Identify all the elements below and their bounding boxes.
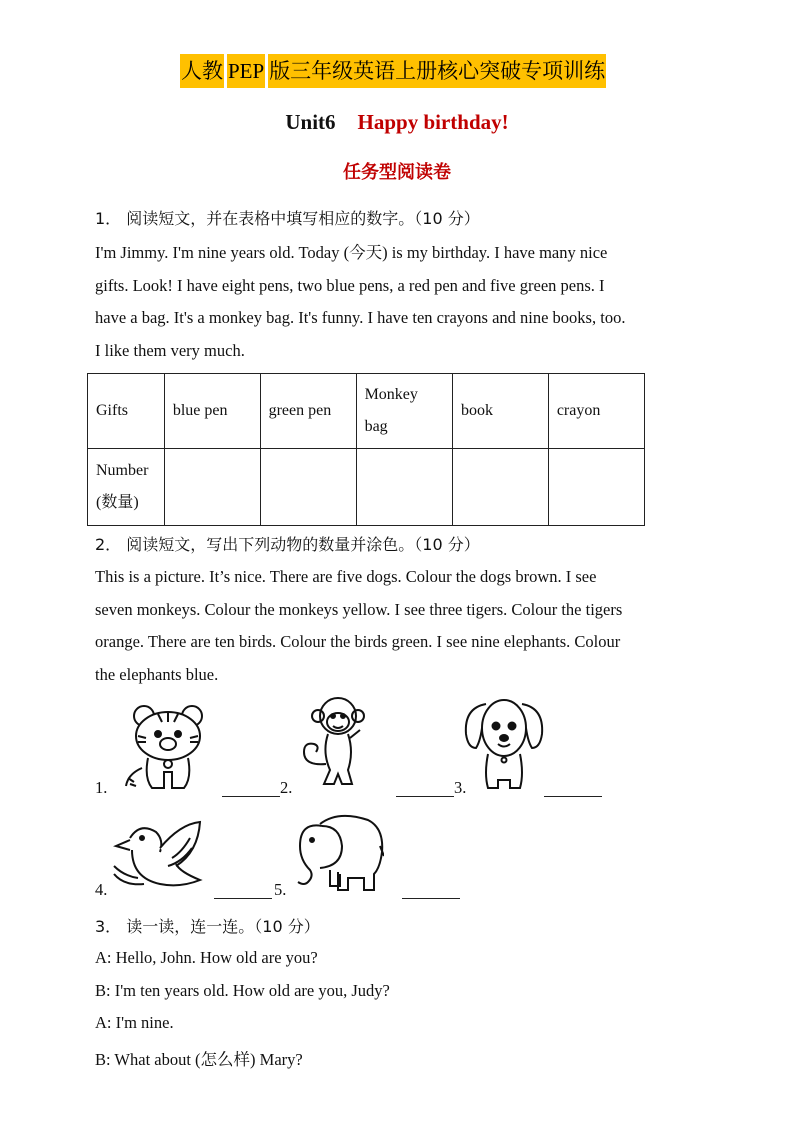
dog-icon bbox=[462, 692, 546, 794]
answer-cell[interactable] bbox=[548, 449, 644, 526]
answer-cell[interactable] bbox=[356, 449, 452, 526]
table-cell-number-label bbox=[88, 449, 165, 526]
q3-prompt: 3． 读一读，连一连。（10 分） bbox=[95, 917, 320, 936]
table-row bbox=[88, 449, 645, 526]
dialogue-line: B: I'm ten years old. How old are you, Judy? bbox=[95, 981, 390, 1000]
dialogue-line: A: I'm nine. bbox=[95, 1013, 174, 1032]
item-number: 4. bbox=[95, 880, 108, 899]
q1-passage bbox=[95, 237, 705, 367]
worksheet-banner bbox=[180, 54, 606, 88]
table-cell: Gifts bbox=[88, 374, 165, 449]
section-subtitle: 任务型阅读卷 bbox=[343, 162, 451, 183]
table-cell: Monkey bag bbox=[356, 374, 452, 449]
passage-line: I like them very much. bbox=[95, 340, 245, 360]
passage-line: gifts. Look! I have eight pens, two blue pens, a red pen and five green pens. I bbox=[95, 275, 605, 295]
item-number: 2. bbox=[280, 778, 293, 797]
passage-line: seven monkeys. Colour the monkeys yellow. I see three tigers. Colour the tigers bbox=[95, 599, 623, 619]
unit-number: Unit6 bbox=[285, 110, 336, 134]
banner-segment: PEP bbox=[227, 54, 265, 88]
table-cell: book bbox=[452, 374, 548, 449]
answer-blank[interactable] bbox=[222, 796, 280, 797]
answer-blank[interactable] bbox=[544, 796, 602, 797]
banner-segment: 人教 bbox=[180, 54, 224, 88]
table-cell: crayon bbox=[548, 374, 644, 449]
answer-blank[interactable] bbox=[396, 796, 454, 797]
passage-line: I'm Jimmy. I'm nine years old. Today (今天) is my birthday. I have many nice bbox=[95, 243, 608, 262]
item-number: 1. bbox=[95, 778, 108, 797]
passage-line: have a bag. It's a monkey bag. It's funny. I have ten crayons and nine books, too. bbox=[95, 308, 626, 327]
bird-icon bbox=[110, 818, 208, 900]
answer-cell[interactable] bbox=[452, 449, 548, 526]
passage-line: the elephants blue. bbox=[95, 664, 219, 684]
table-cell: green pen bbox=[260, 374, 356, 449]
q1-prompt: 1． 阅读短文，并在表格中填写相应的数字。（10 分） bbox=[95, 209, 480, 228]
table-row bbox=[88, 374, 645, 449]
q2-prompt: 2． 阅读短文，写出下列动物的数量并涂色。（10 分） bbox=[95, 535, 480, 554]
q2-passage bbox=[95, 561, 705, 691]
unit-name: Happy birthday! bbox=[357, 110, 509, 134]
number-label: Number bbox=[96, 462, 149, 479]
answer-blank[interactable] bbox=[402, 898, 460, 899]
monkey-icon bbox=[298, 694, 370, 792]
item-number: 3. bbox=[454, 778, 467, 797]
passage-line: orange. There are ten birds. Colour the birds green. I see nine elephants. Colour bbox=[95, 632, 621, 651]
unit-title bbox=[0, 110, 794, 135]
banner-segment: 版三年级英语上册核心突破专项训练 bbox=[268, 54, 606, 88]
answer-cell[interactable] bbox=[260, 449, 356, 526]
tiger-icon bbox=[118, 700, 218, 796]
answer-blank[interactable] bbox=[214, 898, 272, 899]
dialogue-line: B: What about (怎么样) Mary? bbox=[95, 1050, 303, 1069]
item-number: 5. bbox=[274, 880, 287, 899]
passage-line: This is a picture. It’s nice. There are five dogs. Colour the dogs brown. I see bbox=[95, 567, 597, 586]
gifts-table bbox=[87, 373, 645, 526]
table-cell: blue pen bbox=[164, 374, 260, 449]
answer-cell[interactable] bbox=[164, 449, 260, 526]
elephant-icon bbox=[290, 810, 384, 894]
dialogue-line: A: Hello, John. How old are you? bbox=[95, 948, 318, 967]
number-label-cn: (数量) bbox=[96, 494, 139, 511]
